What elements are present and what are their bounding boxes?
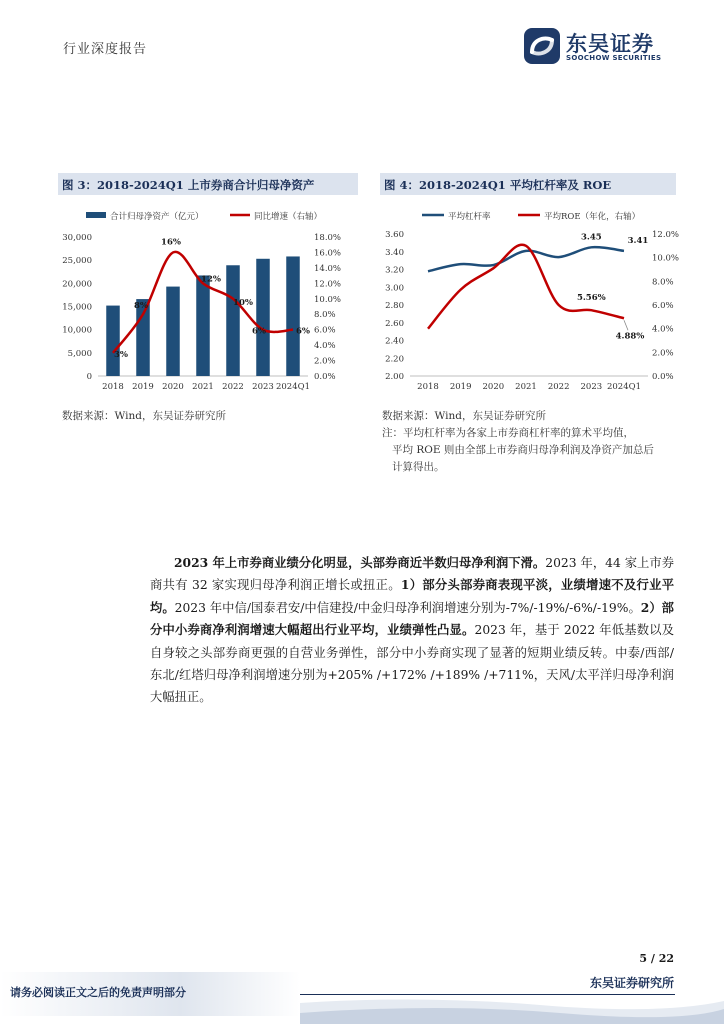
bar — [286, 256, 300, 376]
para-text: 2023 年中信/国泰君安/中信建投/中金归母净利润增速分别为-7%/-19%/-6%/-19%。 — [174, 600, 641, 615]
y-left-tick-label: 30,000 — [62, 233, 92, 243]
figure3-title: 图 3：2018-2024Q1 上市券商合计归母净资产 — [62, 178, 315, 192]
y-right-tick-label: 6.0% — [314, 325, 336, 336]
legend-label-bar: 合计归母净资产（亿元） — [110, 212, 204, 222]
data-label: 3.41 — [627, 235, 649, 246]
footer-wave-decoration — [300, 995, 724, 1024]
para-heading: 2023 年上市券商业绩分化明显，头部券商近半数归母净利润下滑。 — [174, 555, 546, 570]
x-tick-label: 2021 — [515, 382, 537, 392]
logo-text-cn: 东吴证券 — [566, 31, 654, 56]
body-paragraph — [150, 552, 674, 709]
y-right-tick-label: 2.0% — [652, 348, 674, 359]
x-tick-label: 2022 — [222, 382, 244, 392]
figure4-title-bar — [380, 173, 676, 195]
line-series-roe — [428, 245, 624, 329]
page-number: 5 / 22 — [639, 952, 674, 965]
y-right-tick-label: 8.0% — [314, 310, 336, 321]
y-left-tick-label: 3.20 — [385, 265, 404, 276]
x-tick-label: 2018 — [102, 382, 124, 392]
y-left-tick-label: 2.80 — [385, 301, 404, 311]
data-label: 3.45 — [580, 232, 602, 243]
data-label-leader — [624, 320, 628, 330]
y-right-tick-label: 0.0% — [314, 372, 336, 382]
legend-swatch-bar — [86, 212, 106, 218]
y-left-tick-label: 2.40 — [385, 336, 404, 347]
data-label: 10% — [233, 297, 253, 308]
bar — [226, 265, 240, 376]
y-left-tick-label: 20,000 — [62, 279, 92, 290]
y-right-tick-label: 4.0% — [314, 341, 336, 352]
footer-institute: 东吴证券研究所 — [589, 976, 674, 990]
data-label: 6% — [296, 326, 310, 337]
logo-text-en: SOOCHOW SECURITIES — [566, 54, 662, 62]
y-right-tick-label: 10.0% — [314, 294, 342, 305]
y-right-tick-label: 12.0% — [314, 279, 342, 290]
footer-disclaimer-box — [0, 972, 300, 1016]
y-right-tick-label: 12.0% — [652, 230, 680, 240]
data-label: 6% — [252, 326, 266, 337]
figure4-chart — [380, 200, 680, 400]
y-right-tick-label: 16.0% — [314, 248, 342, 259]
y-left-tick-label: 5,000 — [67, 348, 92, 359]
data-label: 5.56% — [576, 293, 606, 304]
data-label: 8% — [134, 301, 148, 312]
figure4-title: 图 4：2018-2024Q1 平均杠杆率及 ROE — [384, 178, 612, 192]
figure4-note-line: 注：平均杠杆率为各家上市券商杠杆率的算术平均值， — [382, 427, 634, 439]
x-tick-label: 2021 — [192, 382, 214, 392]
y-left-tick-label: 3.60 — [385, 230, 404, 240]
y-left-tick-label: 2.60 — [385, 318, 404, 329]
figure4-svg — [380, 200, 680, 400]
figure4-note — [382, 425, 702, 476]
bar — [196, 275, 210, 376]
y-right-tick-label: 0.0% — [652, 372, 674, 382]
x-tick-label: 2022 — [547, 382, 570, 392]
y-left-tick-label: 2.00 — [385, 372, 404, 382]
y-left-tick-label: 2.20 — [385, 354, 404, 365]
x-tick-label: 2019 — [132, 382, 154, 392]
report-type-label: 行业深度报告 — [63, 42, 148, 57]
para-point-1: 1）部分头部券商表现平淡，业绩增速不及行业平均。 — [150, 577, 674, 615]
y-left-tick-label: 3.40 — [385, 247, 404, 258]
footer-disclaimer: 请务必阅读正文之后的免责声明部分 — [10, 986, 186, 999]
x-tick-label: 2020 — [162, 382, 184, 392]
bar — [166, 287, 180, 376]
x-tick-label: 2023 — [580, 382, 603, 392]
para-point-2: 2）部分中小券商净利润增速大幅超出行业平均，业绩弹性凸显。 — [150, 599, 674, 638]
bar — [256, 259, 270, 376]
para-text: 2023 年，44 家上市券商共有 32 家实现归母净利润正增长或扭正。 — [150, 556, 674, 593]
data-label: 3% — [114, 349, 128, 360]
figure4-note-line: 平均 ROE 则由全部上市券商归母净利润及净资产加总后 — [392, 444, 654, 456]
y-left-tick-label: 25,000 — [62, 256, 92, 267]
x-tick-label: 2018 — [417, 382, 439, 392]
line-series-leverage — [428, 247, 624, 271]
x-tick-label: 2020 — [482, 382, 505, 392]
figure3-source: 数据来源：Wind，东吴证券研究所 — [62, 410, 226, 422]
y-right-tick-label: 2.0% — [314, 356, 336, 367]
brand-logo — [522, 26, 682, 66]
y-left-tick-label: 15,000 — [62, 302, 92, 313]
figure4-note-line: 计算得出。 — [392, 461, 445, 473]
y-left-tick-label: 0 — [86, 372, 92, 382]
y-left-tick-label: 10,000 — [62, 325, 92, 336]
y-right-tick-label: 10.0% — [652, 253, 680, 264]
para-text: 2023 年，基于 2022 年低基数以及自身较之头部券商更强的自营业务弹性，部分中小券商实现了显著的短期业绩反转。中泰/西部/东北/红塔归母净利润增速分别为+205% /+172% /+189% /+711%，天风/太平洋归母净利润大幅扭正。 — [150, 623, 674, 705]
y-right-tick-label: 4.0% — [652, 324, 674, 335]
logo-emblem-icon — [522, 26, 562, 66]
bar — [106, 306, 120, 376]
y-right-tick-label: 18.0% — [314, 233, 342, 243]
y-right-tick-label: 14.0% — [314, 263, 342, 274]
data-label: 16% — [161, 237, 181, 248]
data-label: 12% — [201, 274, 221, 285]
legend-label-roe: 平均ROE（年化，右轴） — [544, 212, 641, 222]
figure3-chart — [58, 200, 358, 400]
x-tick-label: 2023 — [252, 382, 274, 392]
x-tick-label: 2019 — [449, 382, 472, 392]
figure3-svg — [58, 200, 358, 400]
legend-label-leverage: 平均杠杆率 — [448, 212, 491, 222]
y-right-tick-label: 6.0% — [652, 301, 674, 311]
figure3-title-bar — [58, 173, 358, 195]
y-right-tick-label: 8.0% — [652, 277, 674, 288]
x-tick-label: 2024Q1 — [606, 382, 642, 392]
x-tick-label: 2024Q1 — [275, 382, 311, 392]
figure4-source: 数据来源：Wind，东吴证券研究所 — [382, 410, 546, 422]
legend-label-line: 同比增速（右轴） — [254, 212, 323, 222]
data-label: 4.88% — [615, 331, 645, 342]
y-left-tick-label: 3.00 — [385, 283, 404, 294]
